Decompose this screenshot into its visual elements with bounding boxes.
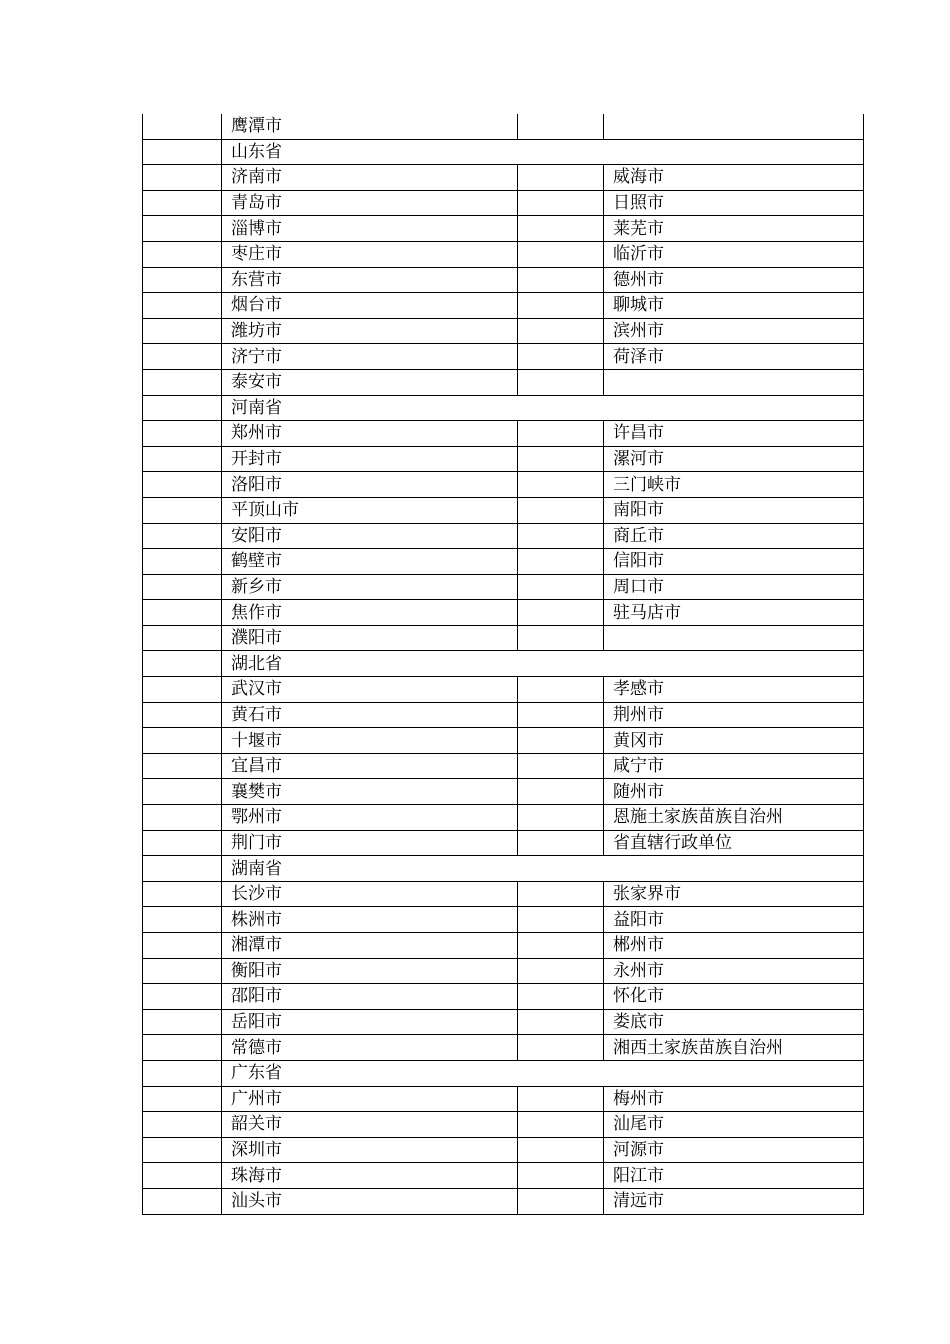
city-name-left: 广州市 xyxy=(222,1086,518,1112)
empty-cell xyxy=(518,446,604,472)
empty-cell xyxy=(143,344,222,370)
empty-cell xyxy=(518,472,604,498)
empty-cell xyxy=(518,369,604,395)
empty-cell xyxy=(143,241,222,267)
province-name: 湖南省 xyxy=(222,856,864,882)
city-name-right: 漯河市 xyxy=(604,446,864,472)
province-row xyxy=(143,856,864,882)
city-name-right: 荷泽市 xyxy=(604,344,864,370)
province-name: 广东省 xyxy=(222,1060,864,1086)
city-name-right: 荆州市 xyxy=(604,702,864,728)
empty-cell xyxy=(518,958,604,984)
empty-cell xyxy=(518,600,604,626)
empty-cell xyxy=(143,600,222,626)
empty-cell xyxy=(518,830,604,856)
city-name-left: 东营市 xyxy=(222,267,518,293)
city-name-right: 娄底市 xyxy=(604,1009,864,1035)
empty-cell xyxy=(143,395,222,421)
city-name-left: 郑州市 xyxy=(222,421,518,447)
empty-cell xyxy=(143,574,222,600)
empty-cell xyxy=(143,1086,222,1112)
empty-cell xyxy=(518,933,604,959)
empty-cell xyxy=(143,728,222,754)
city-row xyxy=(143,958,864,984)
city-name-left: 十堰市 xyxy=(222,728,518,754)
empty-cell xyxy=(143,805,222,831)
city-name-right: 郴州市 xyxy=(604,933,864,959)
empty-cell xyxy=(143,318,222,344)
city-name-right: 河源市 xyxy=(604,1137,864,1163)
empty-cell xyxy=(518,753,604,779)
city-name-left: 鄂州市 xyxy=(222,805,518,831)
city-name-right: 阳江市 xyxy=(604,1163,864,1189)
city-name-right: 威海市 xyxy=(604,165,864,191)
city-row xyxy=(143,677,864,703)
empty-cell xyxy=(143,1009,222,1035)
empty-cell xyxy=(143,293,222,319)
city-row xyxy=(143,830,864,856)
city-name-right: 汕尾市 xyxy=(604,1112,864,1138)
province-name: 湖北省 xyxy=(222,651,864,677)
city-name-right: 许昌市 xyxy=(604,421,864,447)
empty-cell xyxy=(143,702,222,728)
city-row xyxy=(143,369,864,395)
empty-cell xyxy=(143,881,222,907)
city-name-left: 珠海市 xyxy=(222,1163,518,1189)
empty-cell xyxy=(518,1112,604,1138)
empty-cell xyxy=(143,497,222,523)
city-name-right: 永州市 xyxy=(604,958,864,984)
empty-cell xyxy=(518,984,604,1010)
city-name-right: 咸宁市 xyxy=(604,753,864,779)
city-name-right: 黄冈市 xyxy=(604,728,864,754)
empty-cell xyxy=(143,216,222,242)
city-row xyxy=(143,114,864,139)
city-name-left: 新乡市 xyxy=(222,574,518,600)
city-row xyxy=(143,805,864,831)
city-name-right: 省直辖行政单位 xyxy=(604,830,864,856)
empty-cell xyxy=(518,728,604,754)
city-name-right: 南阳市 xyxy=(604,497,864,523)
city-row xyxy=(143,421,864,447)
empty-cell xyxy=(518,1035,604,1061)
city-name-left: 淄博市 xyxy=(222,216,518,242)
city-name-left: 荆门市 xyxy=(222,830,518,856)
province-row xyxy=(143,395,864,421)
empty-cell xyxy=(143,523,222,549)
empty-cell xyxy=(143,1060,222,1086)
empty-cell xyxy=(143,139,222,165)
city-row xyxy=(143,1137,864,1163)
city-row xyxy=(143,344,864,370)
empty-cell xyxy=(518,190,604,216)
city-row xyxy=(143,293,864,319)
city-name-left: 济宁市 xyxy=(222,344,518,370)
empty-cell xyxy=(518,1137,604,1163)
province-row xyxy=(143,1060,864,1086)
empty-cell xyxy=(143,625,222,651)
empty-cell xyxy=(143,779,222,805)
city-name-left: 邵阳市 xyxy=(222,984,518,1010)
province-row xyxy=(143,139,864,165)
city-name-right: 滨州市 xyxy=(604,318,864,344)
city-name-right: 德州市 xyxy=(604,267,864,293)
city-name-right: 孝感市 xyxy=(604,677,864,703)
city-row xyxy=(143,600,864,626)
province-row xyxy=(143,651,864,677)
empty-cell xyxy=(518,677,604,703)
city-name-left: 长沙市 xyxy=(222,881,518,907)
city-name-left: 平顶山市 xyxy=(222,497,518,523)
empty-cell xyxy=(143,1035,222,1061)
empty-cell xyxy=(518,1086,604,1112)
city-name-left: 济南市 xyxy=(222,165,518,191)
city-name-right: 商丘市 xyxy=(604,523,864,549)
city-row xyxy=(143,523,864,549)
city-name-left: 深圳市 xyxy=(222,1137,518,1163)
empty-cell xyxy=(143,549,222,575)
city-name-right: 怀化市 xyxy=(604,984,864,1010)
city-row xyxy=(143,241,864,267)
empty-cell xyxy=(518,625,604,651)
province-name: 河南省 xyxy=(222,395,864,421)
city-row xyxy=(143,702,864,728)
city-name-right xyxy=(604,114,864,139)
city-name-right: 益阳市 xyxy=(604,907,864,933)
city-row xyxy=(143,446,864,472)
city-name-right: 聊城市 xyxy=(604,293,864,319)
empty-cell xyxy=(518,549,604,575)
city-name-right: 三门峡市 xyxy=(604,472,864,498)
empty-cell xyxy=(518,574,604,600)
city-name-left: 开封市 xyxy=(222,446,518,472)
empty-cell xyxy=(518,779,604,805)
empty-cell xyxy=(143,907,222,933)
city-name-right: 清远市 xyxy=(604,1188,864,1214)
city-name-right xyxy=(604,625,864,651)
city-name-right: 莱芜市 xyxy=(604,216,864,242)
empty-cell xyxy=(518,293,604,319)
city-row xyxy=(143,267,864,293)
city-name-left: 衡阳市 xyxy=(222,958,518,984)
empty-cell xyxy=(143,677,222,703)
city-row xyxy=(143,318,864,344)
city-name-left: 武汉市 xyxy=(222,677,518,703)
empty-cell xyxy=(143,1137,222,1163)
empty-cell xyxy=(143,267,222,293)
empty-cell xyxy=(143,830,222,856)
city-name-right xyxy=(604,369,864,395)
city-name-left: 枣庄市 xyxy=(222,241,518,267)
city-name-right: 信阳市 xyxy=(604,549,864,575)
city-name-left: 黄石市 xyxy=(222,702,518,728)
city-row xyxy=(143,984,864,1010)
city-name-left: 襄樊市 xyxy=(222,779,518,805)
city-row xyxy=(143,190,864,216)
city-name-right: 恩施土家族苗族自治州 xyxy=(604,805,864,831)
empty-cell xyxy=(518,114,604,139)
empty-cell xyxy=(518,241,604,267)
city-name-right: 周口市 xyxy=(604,574,864,600)
empty-cell xyxy=(143,958,222,984)
city-name-left: 湘潭市 xyxy=(222,933,518,959)
city-name-right: 梅州市 xyxy=(604,1086,864,1112)
city-row xyxy=(143,1086,864,1112)
city-row xyxy=(143,881,864,907)
empty-cell xyxy=(518,216,604,242)
city-name-left: 安阳市 xyxy=(222,523,518,549)
city-table xyxy=(142,114,864,1215)
city-name-left: 宜昌市 xyxy=(222,753,518,779)
empty-cell xyxy=(518,1163,604,1189)
city-name-left: 洛阳市 xyxy=(222,472,518,498)
empty-cell xyxy=(143,472,222,498)
city-row xyxy=(143,728,864,754)
table-body xyxy=(143,114,864,1214)
city-row xyxy=(143,497,864,523)
city-name-right: 随州市 xyxy=(604,779,864,805)
city-row xyxy=(143,1163,864,1189)
city-name-left: 汕头市 xyxy=(222,1188,518,1214)
empty-cell xyxy=(518,1009,604,1035)
city-row xyxy=(143,1009,864,1035)
city-row xyxy=(143,1035,864,1061)
empty-cell xyxy=(518,344,604,370)
empty-cell xyxy=(518,267,604,293)
city-name-left: 青岛市 xyxy=(222,190,518,216)
city-row xyxy=(143,933,864,959)
city-name-right: 湘西土家族苗族自治州 xyxy=(604,1035,864,1061)
city-name-left: 濮阳市 xyxy=(222,625,518,651)
empty-cell xyxy=(143,1163,222,1189)
empty-cell xyxy=(143,190,222,216)
city-row xyxy=(143,753,864,779)
city-name-left: 鹤壁市 xyxy=(222,549,518,575)
city-row xyxy=(143,1188,864,1214)
empty-cell xyxy=(518,523,604,549)
city-row xyxy=(143,165,864,191)
city-name-left: 常德市 xyxy=(222,1035,518,1061)
empty-cell xyxy=(143,165,222,191)
city-row xyxy=(143,779,864,805)
empty-cell xyxy=(518,318,604,344)
empty-cell xyxy=(518,805,604,831)
city-row xyxy=(143,216,864,242)
empty-cell xyxy=(143,421,222,447)
empty-cell xyxy=(143,984,222,1010)
empty-cell xyxy=(518,1188,604,1214)
city-row xyxy=(143,472,864,498)
empty-cell xyxy=(143,114,222,139)
city-name-left: 韶关市 xyxy=(222,1112,518,1138)
city-name-right: 张家界市 xyxy=(604,881,864,907)
city-name-right: 日照市 xyxy=(604,190,864,216)
empty-cell xyxy=(143,753,222,779)
city-name-left: 岳阳市 xyxy=(222,1009,518,1035)
empty-cell xyxy=(143,446,222,472)
city-row xyxy=(143,1112,864,1138)
empty-cell xyxy=(518,165,604,191)
empty-cell xyxy=(518,497,604,523)
city-row xyxy=(143,574,864,600)
empty-cell xyxy=(143,933,222,959)
city-name-left: 烟台市 xyxy=(222,293,518,319)
empty-cell xyxy=(143,1112,222,1138)
city-name-left: 鹰潭市 xyxy=(222,114,518,139)
city-name-right: 临沂市 xyxy=(604,241,864,267)
empty-cell xyxy=(143,369,222,395)
city-name-left: 泰安市 xyxy=(222,369,518,395)
province-name: 山东省 xyxy=(222,139,864,165)
city-row xyxy=(143,549,864,575)
empty-cell xyxy=(143,651,222,677)
city-name-right: 驻马店市 xyxy=(604,600,864,626)
empty-cell xyxy=(143,856,222,882)
empty-cell xyxy=(143,1188,222,1214)
empty-cell xyxy=(518,881,604,907)
city-row xyxy=(143,907,864,933)
city-row xyxy=(143,625,864,651)
empty-cell xyxy=(518,907,604,933)
city-name-left: 株洲市 xyxy=(222,907,518,933)
empty-cell xyxy=(518,421,604,447)
city-name-left: 潍坊市 xyxy=(222,318,518,344)
city-name-left: 焦作市 xyxy=(222,600,518,626)
empty-cell xyxy=(518,702,604,728)
